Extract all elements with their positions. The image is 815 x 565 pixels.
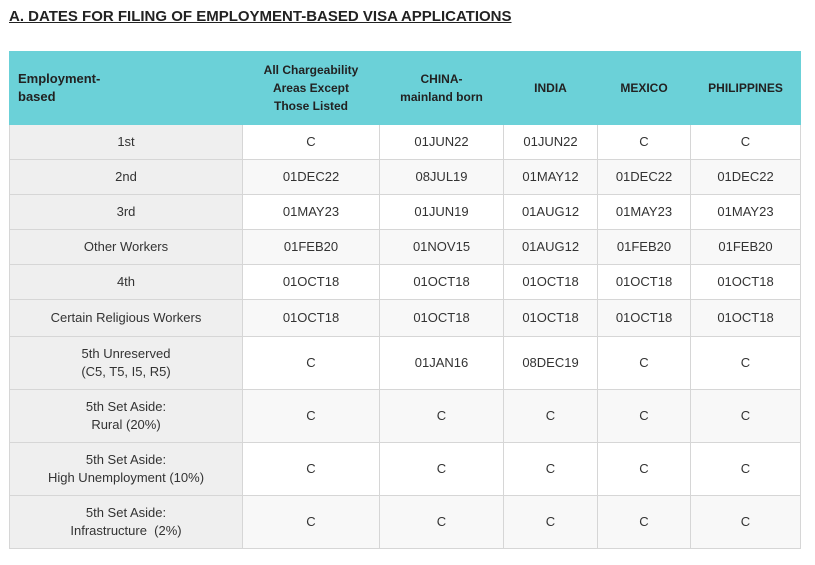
- date-cell-all-chargeability: 01OCT18: [243, 265, 380, 300]
- date-cell-mexico: C: [598, 337, 691, 390]
- date-cell-philippines: 01OCT18: [691, 265, 801, 300]
- table-row: [10, 230, 801, 265]
- date-cell-all-chargeability: C: [243, 390, 380, 443]
- date-cell-philippines: C: [691, 390, 801, 443]
- category-cell: 2nd: [10, 160, 243, 195]
- date-cell-philippines: 01DEC22: [691, 160, 801, 195]
- header-china: CHINA- mainland born: [380, 52, 504, 125]
- table-row: [10, 300, 801, 337]
- header-mexico: MEXICO: [598, 52, 691, 125]
- date-cell-mexico: C: [598, 443, 691, 496]
- date-cell-philippines: C: [691, 443, 801, 496]
- date-cell-mexico: 01DEC22: [598, 160, 691, 195]
- category-cell: 3rd: [10, 195, 243, 230]
- date-cell-mexico: 01OCT18: [598, 265, 691, 300]
- date-cell-india: 08DEC19: [504, 337, 598, 390]
- date-cell-china: 01NOV15: [380, 230, 504, 265]
- date-cell-all-chargeability: 01DEC22: [243, 160, 380, 195]
- date-cell-china: 01OCT18: [380, 265, 504, 300]
- table-row: [10, 125, 801, 160]
- date-cell-philippines: C: [691, 125, 801, 160]
- date-cell-philippines: 01FEB20: [691, 230, 801, 265]
- date-cell-china: 08JUL19: [380, 160, 504, 195]
- table-row: [10, 265, 801, 300]
- date-cell-mexico: 01FEB20: [598, 230, 691, 265]
- category-cell: Other Workers: [10, 230, 243, 265]
- date-cell-india: 01MAY12: [504, 160, 598, 195]
- date-cell-all-chargeability: C: [243, 125, 380, 160]
- date-cell-mexico: C: [598, 496, 691, 549]
- date-cell-all-chargeability: C: [243, 443, 380, 496]
- category-cell: Certain Religious Workers: [10, 300, 243, 337]
- date-cell-all-chargeability: C: [243, 337, 380, 390]
- page-title: A. DATES FOR FILING OF EMPLOYMENT-BASED VISA APPLICATIONS: [9, 8, 512, 25]
- category-cell: 5th Set Aside: Infrastructure (2%): [10, 496, 243, 549]
- date-cell-china: C: [380, 390, 504, 443]
- date-cell-india: 01AUG12: [504, 195, 598, 230]
- category-cell: 5th Set Aside: Rural (20%): [10, 390, 243, 443]
- date-cell-india: C: [504, 496, 598, 549]
- date-cell-india: 01JUN22: [504, 125, 598, 160]
- date-cell-philippines: C: [691, 496, 801, 549]
- date-cell-china: C: [380, 443, 504, 496]
- header-all-chargeability: All Chargeability Areas Except Those Listed: [243, 52, 380, 125]
- date-cell-mexico: 01OCT18: [598, 300, 691, 337]
- date-cell-china: 01JAN16: [380, 337, 504, 390]
- date-cell-china: 01JUN22: [380, 125, 504, 160]
- category-cell: 4th: [10, 265, 243, 300]
- table-row: [10, 443, 801, 496]
- category-cell: 5th Set Aside: High Unemployment (10%): [10, 443, 243, 496]
- table-row: [10, 496, 801, 549]
- category-cell: 5th Unreserved (C5, T5, I5, R5): [10, 337, 243, 390]
- date-cell-china: 01JUN19: [380, 195, 504, 230]
- header-india: INDIA: [504, 52, 598, 125]
- date-cell-all-chargeability: C: [243, 496, 380, 549]
- date-cell-philippines: C: [691, 337, 801, 390]
- date-cell-philippines: 01MAY23: [691, 195, 801, 230]
- date-cell-philippines: 01OCT18: [691, 300, 801, 337]
- header-philippines: PHILIPPINES: [691, 52, 801, 125]
- date-cell-all-chargeability: 01OCT18: [243, 300, 380, 337]
- date-cell-china: C: [380, 496, 504, 549]
- date-cell-india: 01OCT18: [504, 300, 598, 337]
- table-row: [10, 337, 801, 390]
- date-cell-india: C: [504, 390, 598, 443]
- date-cell-china: 01OCT18: [380, 300, 504, 337]
- date-cell-india: C: [504, 443, 598, 496]
- table-header-row: [10, 52, 801, 125]
- date-cell-mexico: C: [598, 390, 691, 443]
- date-cell-mexico: C: [598, 125, 691, 160]
- date-cell-all-chargeability: 01FEB20: [243, 230, 380, 265]
- date-cell-mexico: 01MAY23: [598, 195, 691, 230]
- employment-visa-dates-table: [9, 51, 801, 549]
- table-row: [10, 195, 801, 230]
- header-employment-based: Employment- based: [10, 52, 243, 125]
- table-row: [10, 160, 801, 195]
- date-cell-india: 01OCT18: [504, 265, 598, 300]
- date-cell-all-chargeability: 01MAY23: [243, 195, 380, 230]
- table-row: [10, 390, 801, 443]
- date-cell-india: 01AUG12: [504, 230, 598, 265]
- category-cell: 1st: [10, 125, 243, 160]
